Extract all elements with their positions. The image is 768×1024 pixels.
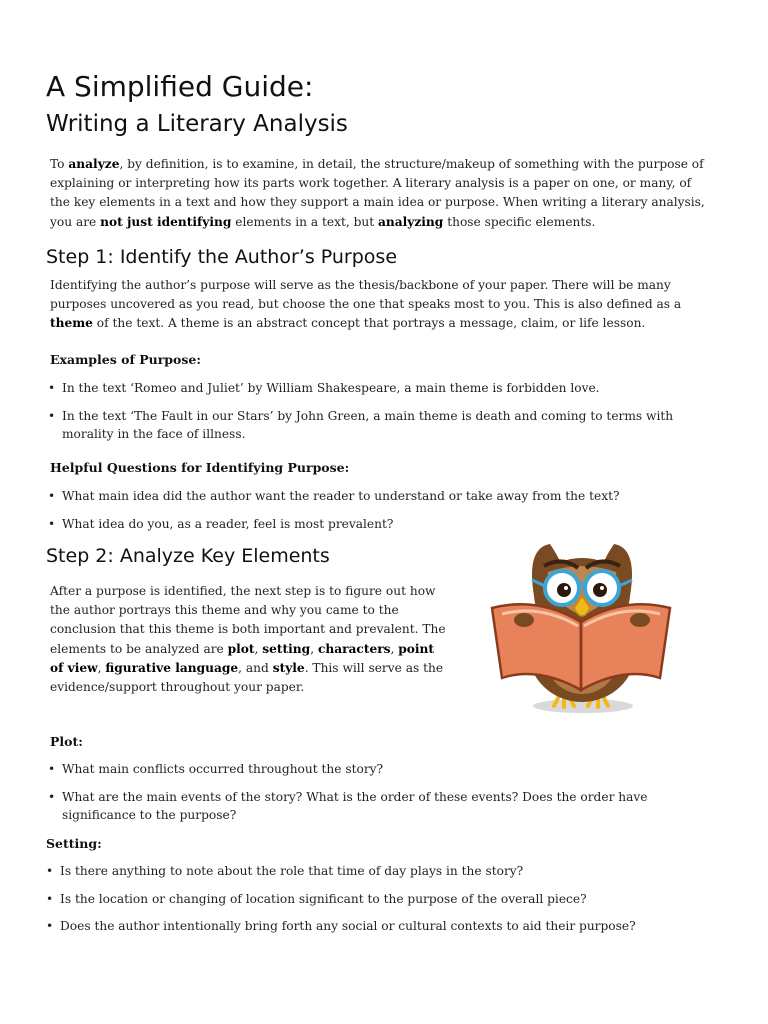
intro-paragraph: To analyze, by definition, is to examine, in detail, the structure/makeup of something with the purpose of explaining or interpreting how its parts work together. A literary analysis is a paper on one, or many, of the key elements in a text and how they support a main idea or purpose. When writing a literary analysis, you are not just identifying elements in a text, but analyzing those specific elements.: [50, 157, 705, 229]
page-title: A Simplified Guide:: [46, 70, 314, 103]
list-item: • What idea do you, as a reader, feel is most prevalent?: [48, 515, 688, 534]
step1-paragraph: Identifying the author’s purpose will serve as the thesis/backbone of your paper. There will be many purposes uncovered as you read, but choose the one that speaks most to you. This is also defined as a theme of the text. A theme is an abstract concept that portrays a message, claim, or life lesson.: [50, 278, 682, 331]
setting-label: Setting:: [46, 836, 102, 851]
list-item: • What main idea did the author want the reader to understand or take away from the text?: [48, 487, 688, 506]
list-item: • Is there anything to note about the role that time of day plays in the story?: [46, 862, 686, 881]
examples-label: Examples of Purpose:: [50, 352, 201, 367]
plot-list: [48, 760, 648, 834]
list-item: • In the text ‘The Fault in our Stars’ by John Green, a main theme is death and coming to terms with morality in the face of illness.: [48, 407, 688, 444]
page-subtitle: Writing a Literary Analysis: [46, 111, 348, 137]
plot-label: Plot:: [50, 734, 83, 749]
examples-list: [48, 379, 688, 453]
list-item: • Is the location or changing of location significant to the purpose of the overall piece?: [46, 890, 686, 909]
list-item: • In the text ‘Romeo and Juliet’ by William Shakespeare, a main theme is forbidden love.: [48, 379, 688, 398]
list-item: • What main conflicts occurred throughout the story?: [48, 760, 648, 779]
owl-reading-book-icon: [488, 538, 674, 716]
list-item: • Does the author intentionally bring forth any social or cultural contexts to aid their purpose?: [46, 917, 686, 936]
step2-heading: Step 2: Analyze Key Elements: [46, 545, 330, 567]
questions-label: Helpful Questions for Identifying Purpose:: [50, 460, 350, 475]
list-item: • What are the main events of the story? What is the order of these events? Does the order have significance to the purpose?: [48, 788, 648, 825]
questions-list: [48, 487, 688, 542]
setting-list: [46, 862, 686, 945]
step2-paragraph: After a purpose is identified, the next step is to figure out how the author portrays this theme and why you came to the conclusion that this theme is both important and prevalent. The elements to be analyzed are plot, setting, characters, point of view, figurative language, and style. This will serve as the evidence/support throughout your paper.: [50, 584, 446, 695]
step1-heading: Step 1: Identify the Author’s Purpose: [46, 246, 398, 268]
